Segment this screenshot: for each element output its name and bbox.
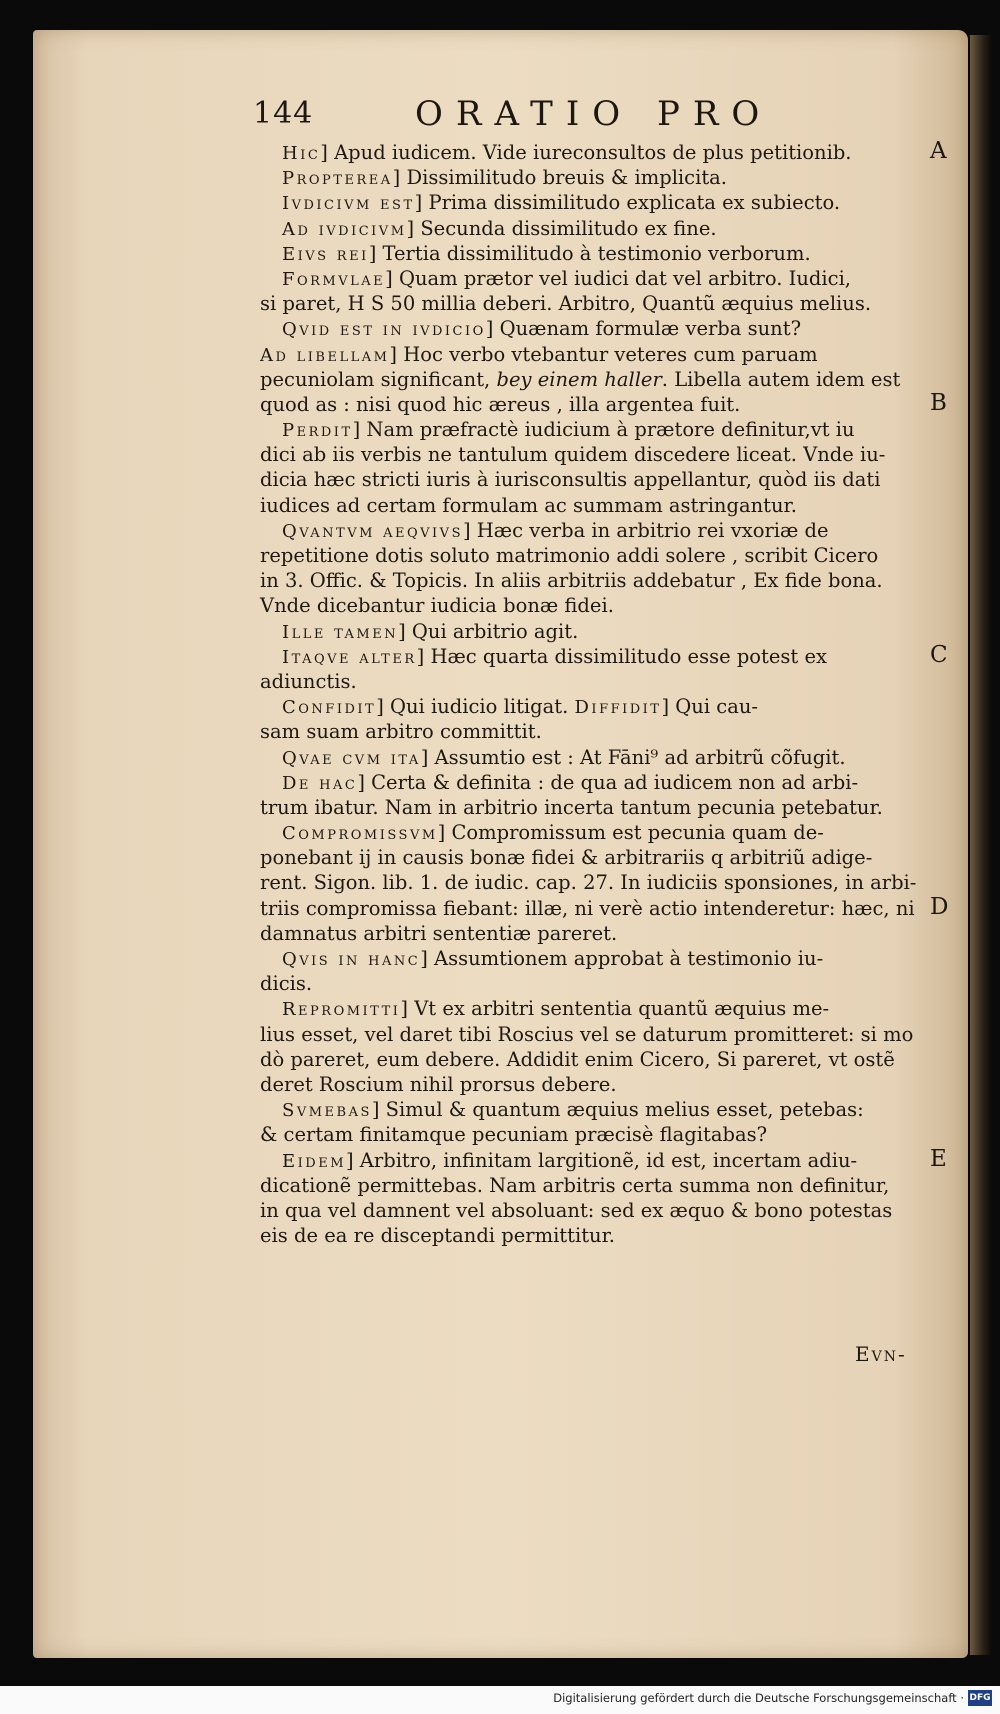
line-text: ] Assumtio est : At Fāni⁹ ad arbitrũ cõfugit.	[420, 745, 846, 769]
line-text: ] Assumtionem approbat à testimonio iu-	[420, 947, 824, 970]
line-text: iudices ad certam formulam ac summam astringantur.	[260, 493, 797, 517]
line-text: deret Roscium nihil prorsus debere.	[260, 1072, 617, 1096]
lemma: Qvae cvm ita	[282, 747, 421, 769]
line-text: adiunctis.	[260, 669, 357, 693]
margin-section-letter: A	[930, 138, 947, 164]
lemma: Hic	[282, 143, 321, 164]
text-line	[260, 1097, 932, 1122]
line-text: ] Prima dissimilitudo explicata ex subiecto.	[414, 191, 841, 215]
line-text: dici ab iis verbis ne tantulum quidem discedere liceat. Vnde iu-	[260, 443, 886, 467]
text-line	[260, 745, 932, 770]
text-line	[260, 1173, 932, 1198]
text-line	[260, 644, 932, 669]
margin-section-letter: D	[930, 894, 949, 920]
lemma: Qvis in hanc	[282, 949, 421, 970]
text-line	[260, 342, 932, 367]
text-line	[260, 216, 932, 241]
text-line	[260, 316, 932, 341]
text-line	[260, 1223, 932, 1248]
lemma: Qvid est in ivdicio	[282, 319, 486, 341]
lemma: Compromissvm	[282, 823, 438, 845]
footer-bar	[0, 1686, 1000, 1714]
text-line	[260, 694, 932, 719]
text-line	[260, 1148, 932, 1173]
catchword: Evn-	[855, 1342, 907, 1366]
line-text: dicis.	[260, 972, 313, 996]
text-line	[260, 266, 932, 291]
running-head	[0, 96, 1000, 146]
line-text: ] Quam prætor vel iudici dat vel arbitro. Iudici,	[385, 266, 852, 290]
text-line	[260, 417, 932, 442]
line-text: ] Dissimilitudo breuis & implicita.	[392, 166, 727, 190]
line-text: ] Nam præfractè iudicium à prætore definitur,vt iu	[352, 418, 855, 442]
line-text: dò pareret, eum debere. Addidit enim Cicero, Si pareret, vt ostẽ	[260, 1047, 895, 1071]
lemma: Formvlae	[282, 268, 386, 290]
line-text: ] Vt ex arbitri sententia quantũ æquius me-	[400, 997, 830, 1021]
lemma: Svmebas	[282, 1100, 372, 1122]
lemma: Eivs rei	[282, 243, 369, 265]
lemma: Ad ivdicivm	[282, 218, 407, 240]
lemma: Itaqve alter	[282, 646, 417, 668]
text-line	[260, 719, 932, 744]
line-text: rent. Sigon. lib. 1. de iudic. cap. 27. In iudiciis sponsiones, in arbi-	[260, 871, 917, 895]
line-text: ] Simul & quantum æquius melius esset, petebas:	[371, 1098, 864, 1122]
text-line	[260, 1122, 932, 1147]
line-text: eis de ea re disceptandi permittitur.	[260, 1224, 615, 1248]
text-line	[260, 190, 932, 215]
page-edge	[970, 35, 992, 1655]
text-line	[260, 1072, 932, 1097]
text-line	[260, 996, 932, 1021]
funding-credit: Digitalisierung gefördert durch die Deutsche Forschungsgemeinschaft ·	[553, 1691, 964, 1705]
lemma: Ivdicivm est	[282, 193, 415, 215]
line-text: ] Qui arbitrio agit.	[398, 619, 579, 643]
page-number: 144	[253, 96, 314, 131]
line-text: sam suam arbitro committit.	[260, 720, 542, 744]
line-text: ] Hoc verbo vtebantur veteres cum paruam	[389, 342, 818, 366]
text-line	[260, 543, 932, 568]
text-line	[260, 241, 932, 266]
text-line	[260, 367, 932, 392]
margin-section-letter: B	[930, 390, 947, 416]
line-text: ] Quænam formulæ verba sunt?	[485, 317, 802, 341]
line-text: ] Compromissum est pecunia quam de-	[437, 821, 824, 845]
gloss-italic: bey einem haller	[496, 367, 662, 391]
line-text: quod as : nisi quod hic æreus , illa argentea fuit.	[260, 392, 741, 416]
text-line	[260, 619, 932, 644]
line-text: damnatus arbitri sententiæ pareret.	[260, 921, 618, 945]
text-line	[260, 467, 932, 492]
lemma: Confidit	[282, 697, 377, 719]
text-line	[260, 795, 932, 820]
text-line	[260, 845, 932, 870]
text-line	[260, 493, 932, 518]
text-line	[260, 442, 932, 467]
lemma: Diffidit	[574, 697, 662, 719]
text-line	[260, 1047, 932, 1072]
lemma: Qvantvm aeqvivs	[282, 520, 463, 542]
lemma: Ad libellam	[260, 344, 390, 366]
line-text: in 3. Offic. & Topicis. In aliis arbitriis addebatur , Ex fide bona.	[260, 569, 883, 593]
line-text: . Libella autem idem est	[661, 367, 901, 391]
line-text: ] Arbitro, infinitam largitionẽ, id est, incertam adiu-	[346, 1148, 858, 1172]
line-text: dicationẽ permittebas. Nam arbitris certa summa non definitur,	[260, 1173, 890, 1197]
line-text: Vnde dicebantur iudicia bonæ fidei.	[260, 594, 614, 618]
line-text: pecuniolam significant,	[260, 367, 497, 391]
line-text: ] Qui cau-	[661, 695, 758, 719]
text-line	[260, 593, 932, 618]
margin-section-letter: E	[930, 1146, 947, 1172]
text-line	[260, 971, 932, 996]
text-line	[260, 568, 932, 593]
text-line	[260, 770, 932, 795]
line-text: si paret, H S 50 millia deberi. Arbitro, Quantũ æquius melius.	[260, 292, 872, 316]
running-title: ORATIO PRO	[415, 94, 773, 134]
line-text: ] Certa & definita : de qua ad iudicem non ad arbi-	[357, 770, 859, 794]
text-line	[260, 518, 932, 543]
text-line	[260, 946, 932, 971]
line-text: triis compromissa fiebant: illæ, ni verè actio intenderetur: hæc, ni	[260, 896, 915, 920]
lemma: De hac	[282, 772, 358, 794]
text-line	[260, 392, 932, 417]
lemma: Perdit	[282, 420, 353, 442]
line-text: ] Tertia dissimilitudo à testimonio verborum.	[368, 241, 811, 265]
line-text: ] Hæc verba in arbitrio rei vxoriæ de	[462, 518, 829, 542]
line-text: in qua vel damnent vel absoluant: sed ex æquo & bono potestas	[260, 1198, 893, 1222]
text-line	[260, 921, 932, 946]
text-line	[260, 140, 932, 165]
text-line	[260, 896, 932, 921]
text-line	[260, 669, 932, 694]
line-text: ponebant ij in causis bonæ fidei & arbitrariis q arbitriũ adige-	[260, 846, 873, 870]
line-text: ] Hæc quarta dissimilitudo esse potest ex	[416, 644, 828, 668]
text-line	[260, 1022, 932, 1047]
lemma: Propterea	[282, 168, 393, 190]
margin-section-letter: C	[930, 642, 948, 668]
lemma: Ille tamen	[282, 621, 399, 643]
commentary-text	[260, 140, 932, 1248]
text-line	[260, 165, 932, 190]
line-text: trum ibatur. Nam in arbitrio incerta tantum pecunia petebatur.	[260, 795, 883, 819]
text-line	[260, 291, 932, 316]
line-text: & certam finitamque pecuniam præcisè flagitabas?	[260, 1123, 768, 1147]
line-text: dicia hæc stricti iuris à iurisconsultis appellantur, quòd iis dati	[260, 468, 881, 492]
lemma: Eidem	[282, 1150, 346, 1172]
line-text: ] Apud iudicem. Vide iureconsultos de plus petitionib.	[320, 141, 852, 164]
line-text: repetitione dotis soluto matrimonio addi solere , scribit Cicero	[260, 544, 879, 567]
text-line	[260, 870, 932, 895]
lemma: Repromitti	[282, 999, 401, 1021]
line-text: ] Secunda dissimilitudo ex fine.	[406, 216, 717, 240]
text-line	[260, 1198, 932, 1223]
line-text: lius esset, vel daret tibi Roscius vel se daturum promitteret: si mo	[260, 1022, 914, 1046]
text-line	[260, 820, 932, 845]
line-text: ] Qui iudicio litigat.	[376, 695, 575, 719]
dfg-logo-icon: DFG	[968, 1690, 992, 1706]
